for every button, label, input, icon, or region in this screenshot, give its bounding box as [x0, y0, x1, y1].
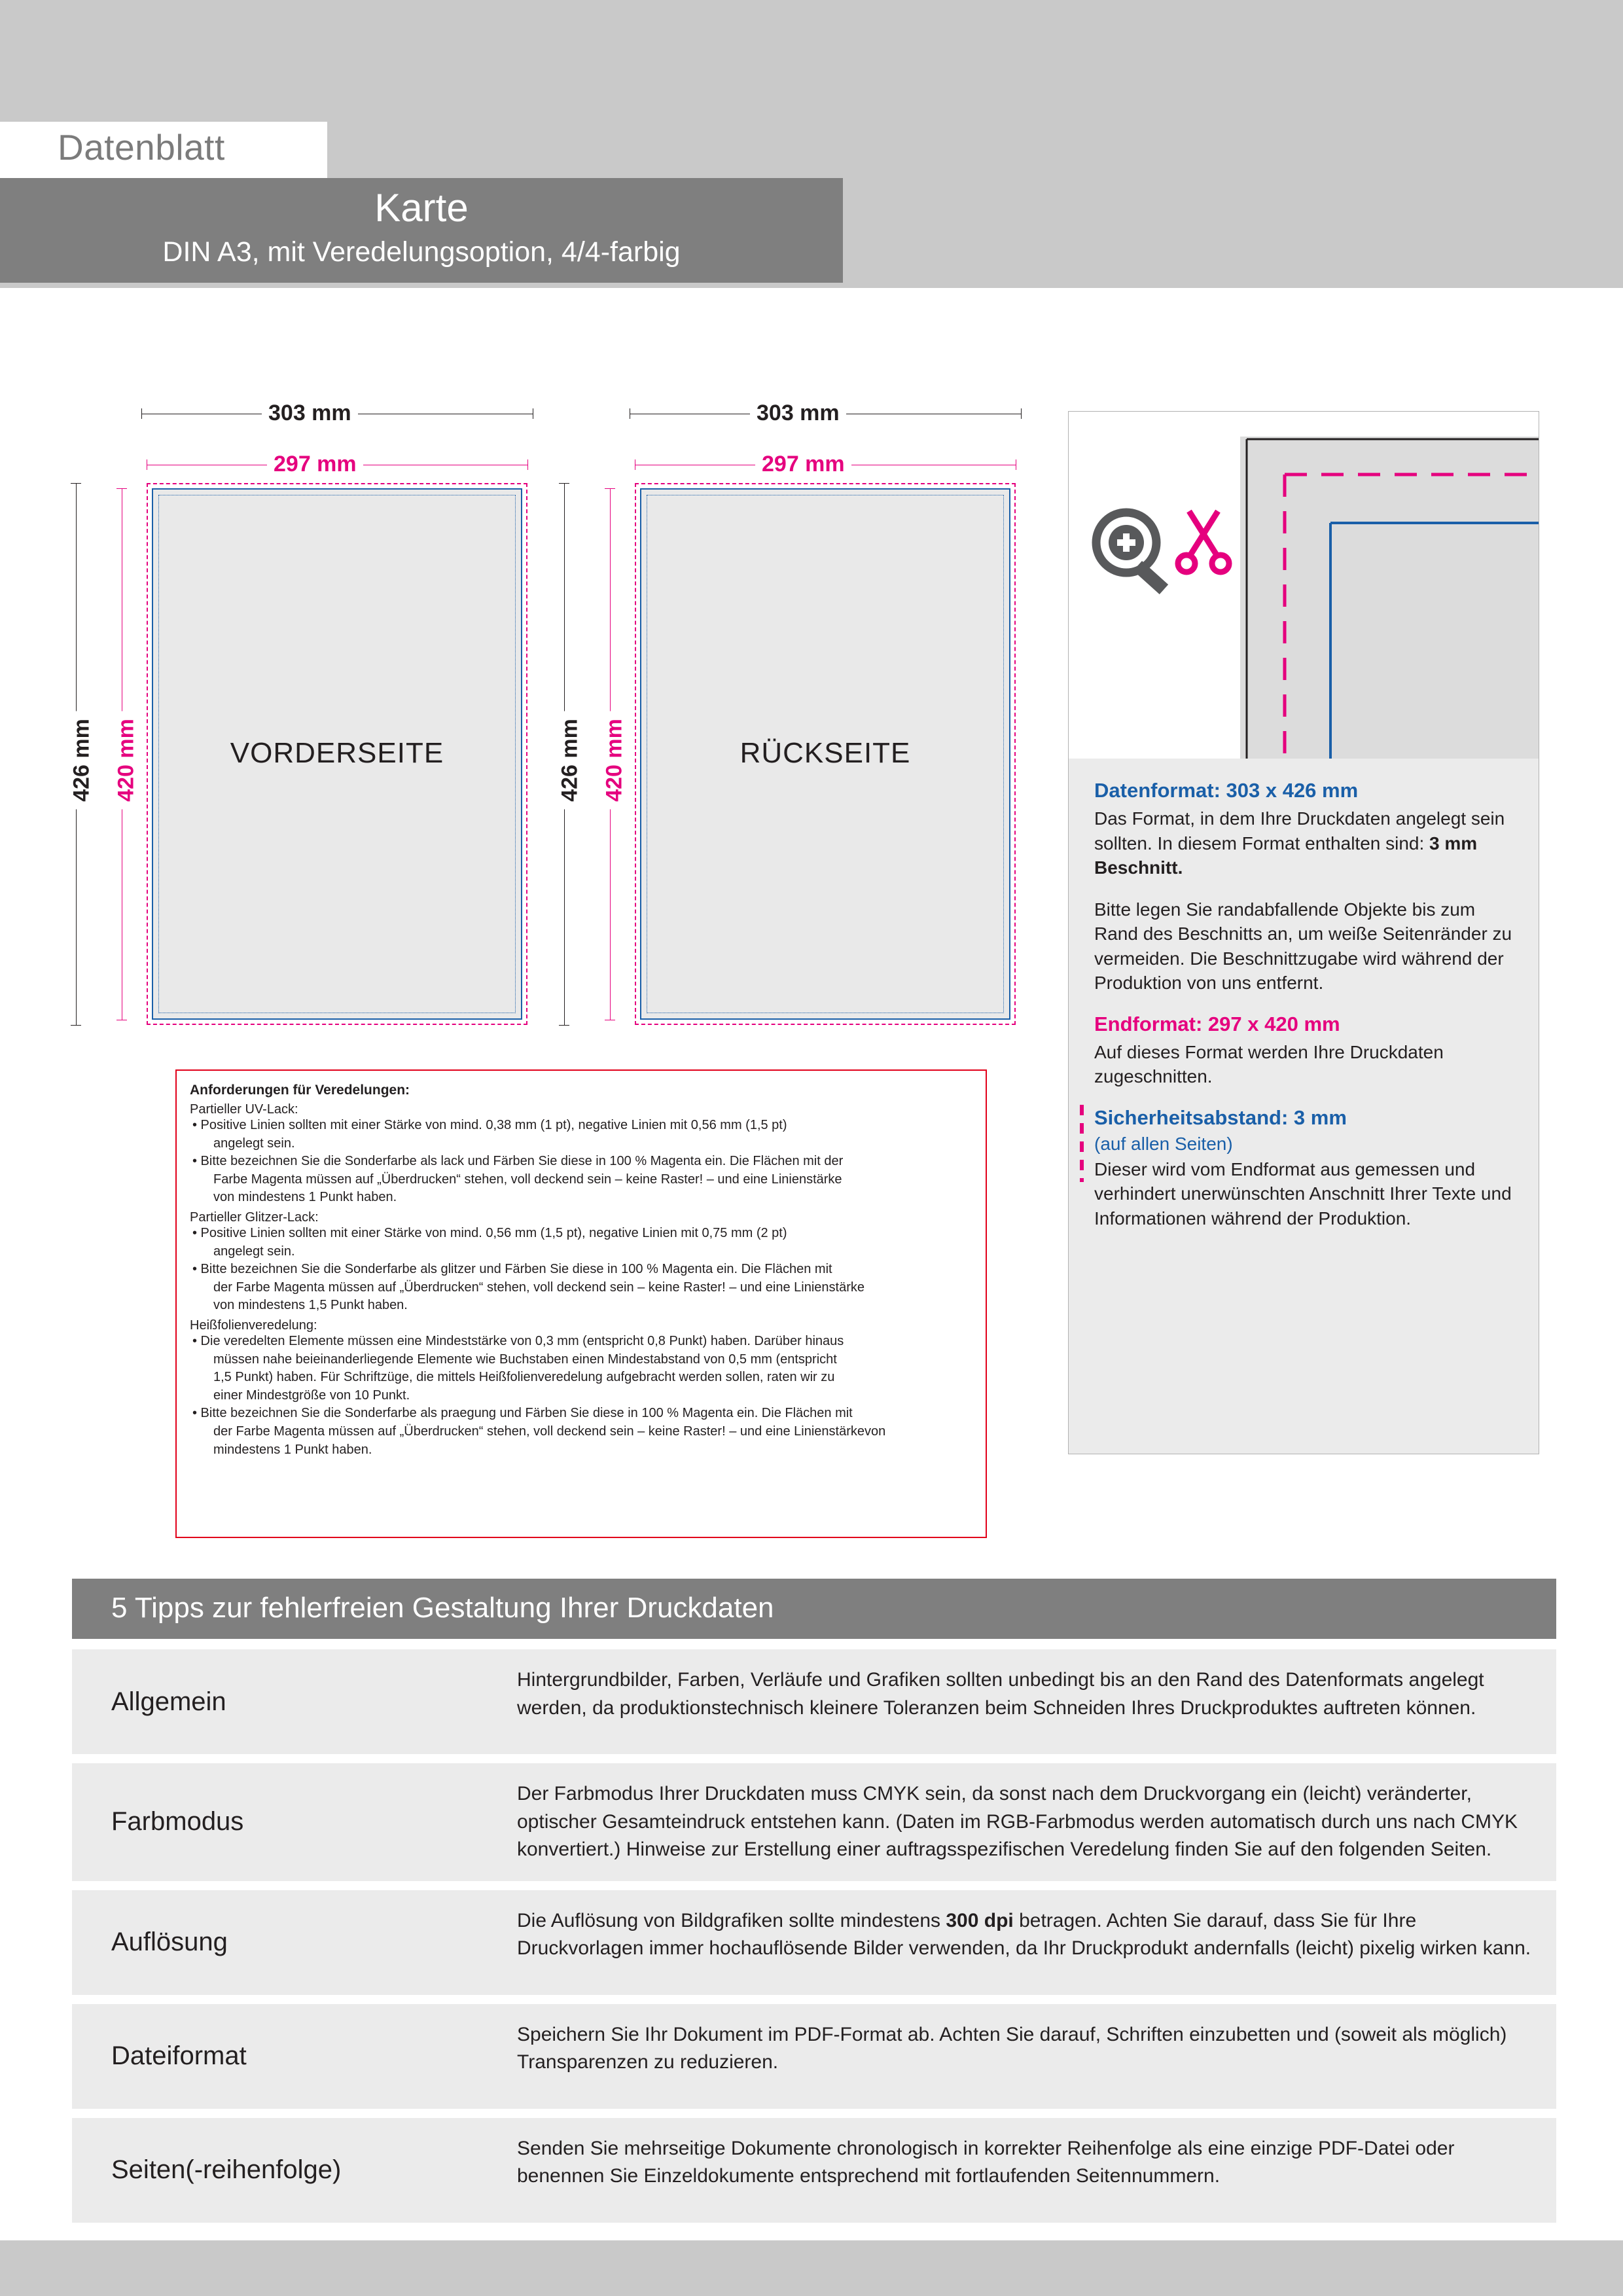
footer-band [0, 2240, 1623, 2296]
front-height-bleed-label: 426 mm [63, 711, 101, 810]
datenformat-text-1 [1094, 806, 1520, 880]
front-width-trim-label: 297 mm [267, 452, 363, 477]
datenformat-bleed-bold: 3 mm Beschnitt. [1094, 833, 1478, 878]
notebox-list-glitzer [190, 1225, 972, 1314]
table-row [72, 2004, 1556, 2109]
notebox-item: • Die veredelten Elemente müssen eine Mindeststärke von 0,3 mm (entspricht 0,8 Punkt) haben. Darüber hinaus [192, 1333, 844, 1348]
back-width-bleed-label: 303 mm [750, 401, 846, 426]
tip-text-aufloesung-dpi: 300 dpi [946, 1909, 1014, 1931]
notebox-item: • Positive Linien sollten mit einer Stärke von mind. 0,56 mm (1,5 pt), negative Linien mit 0,75 mm (2 pt) [192, 1225, 787, 1240]
info-panel-illustration [1069, 412, 1539, 759]
front-height-bleed-tick-top [71, 483, 81, 484]
notebox-item: mindestens 1 Punkt haben. [213, 1442, 372, 1457]
notebox-section-title-heissfolie: Heißfolienveredelung: [190, 1318, 317, 1333]
notebox-heading: Anforderungen für Veredelungen: [190, 1083, 410, 1098]
datenformat-text-2: Bitte legen Sie randabfallende Objekte bis zum Rand des Beschnitts an, um weiße Seitenränder zu vermeiden. Die Beschnittzugabe wird während der Produktion von uns entfernt. [1094, 899, 1512, 994]
front-width-trim-tick-right [527, 459, 528, 470]
notebox-list-uv [190, 1117, 972, 1206]
notebox-item: müssen nahe beieinanderliegende Elemente wie Buchstaben einen Mindestabstand von 0,5 mm (entspricht [213, 1352, 837, 1367]
notebox-list-heissfolie [190, 1333, 972, 1458]
notebox-section-title-uv: Partieller UV-Lack: [190, 1102, 298, 1117]
sicherheitsabstand-text: Dieser wird vom Endformat aus gemessen und verhindert unerwünschten Anschnitt Ihrer Texte und Informationen während der Produktion. [1094, 1158, 1512, 1229]
notebox-item: • Bitte bezeichnen Sie die Sonderfarbe als lack und Färben Sie diese in 100 % Magenta ein. Die Flächen mit der [192, 1154, 844, 1169]
back-page-label: RÜCKSEITE [740, 737, 911, 769]
back-width-trim-label: 297 mm [755, 452, 851, 477]
notebox-item: Farbe Magenta müssen auf „Überdrucken“ stehen, voll deckend sein – keine Raster! – und eine Linienstärke [213, 1172, 842, 1187]
back-height-trim-label: 420 mm [596, 711, 634, 810]
tips-table [72, 1649, 1556, 2232]
notebox-section-title-glitzer: Partieller Glitzer-Lack: [190, 1210, 319, 1225]
front-height-trim-tick-top [116, 488, 127, 489]
back-height-trim-tick-top [605, 488, 615, 489]
tips-heading: 5 Tipps zur fehlerfreien Gestaltung Ihrer Druckdaten [111, 1592, 774, 1624]
sicherheitsabstand-subheading: (auf allen Seiten) [1094, 1133, 1233, 1154]
notebox-item: der Farbe Magenta müssen auf „Überdrucken“ stehen, voll deckend sein – keine Raster! – und eine Linienstärkevon [213, 1424, 886, 1439]
sicherheitsabstand-heading: Sicherheitsabstand: 3 mm [1094, 1105, 1347, 1129]
notebox-item: • Bitte bezeichnen Sie die Sonderfarbe als praegung und Färben Sie diese in 100 % Magenta ein. Die Flächen mit [192, 1406, 853, 1421]
bleed-diagram-svg [1069, 412, 1539, 759]
front-page-label: VORDERSEITE [230, 737, 444, 769]
datenformat-heading: Datenformat: 303 x 426 mm [1094, 779, 1359, 802]
scissors-icon [1178, 511, 1229, 572]
tip-text-aufloesung-pre: Die Auflösung von Bildgrafiken sollte mindestens [517, 1909, 946, 1931]
page-subtitle: DIN A3, mit Veredelungsoption, 4/4-farbig [162, 236, 681, 268]
page-title: Karte [374, 186, 469, 230]
notebox-item: einer Mindestgröße von 10 Punkt. [213, 1388, 410, 1403]
tip-text-aufloesung [517, 1890, 1556, 1995]
table-row [72, 2118, 1556, 2223]
back-width-bleed-tick-right [1021, 408, 1022, 419]
front-height-trim-label: 420 mm [107, 711, 146, 810]
endformat-heading: Endformat: 297 x 420 mm [1094, 1012, 1340, 1035]
notebox-item: • Positive Linien sollten mit einer Stärke von mind. 0,38 mm (1 pt), negative Linien mit 0,56 mm (1,5 pt) [192, 1118, 787, 1132]
notebox-item: 1,5 Punkt) haben. Für Schriftzüge, die mittels Heißfolienveredelung aufgebracht werden sollen, raten wir zu [213, 1370, 835, 1385]
tip-label-allgemein: Allgemein [111, 1687, 226, 1716]
tip-text-farbmodus: Der Farbmodus Ihrer Druckdaten muss CMYK sein, da sonst nach dem Druckvorgang ein (leicht) veränderter, optischer Gesamteindruck entstehen kann. (Daten im RGB-Farbmodus werden automatisch durch uns nach CMYK konvertiert.) Hinweise zur Erstellung einer auftragsspezifischen Veredelung finden Sie auf den folgenden Seiten. [517, 1783, 1518, 1861]
notebox-item: von mindestens 1,5 Punkt haben. [213, 1298, 408, 1313]
front-width-bleed-label: 303 mm [262, 401, 358, 426]
notebox-item: angelegt sein. [213, 1244, 295, 1259]
notebox-item: angelegt sein. [213, 1136, 295, 1151]
front-width-bleed-tick-left [141, 408, 142, 419]
tip-text-allgemein: Hintergrundbilder, Farben, Verläufe und Grafiken sollten unbedingt bis an den Rand des Datenformats angelegt werden, da produktionstechnisch kleinere Toleranzen beim Schneiden Ihres Druckproduktes auftreten können. [517, 1669, 1484, 1719]
datenblatt-label: Datenblatt [58, 127, 225, 168]
notebox-item: von mindestens 1 Punkt haben. [213, 1190, 397, 1205]
datenformat-text-1-part: Das Format, in dem Ihre Druckdaten angelegt sein sollten. In diesem Format enthalten sind: [1094, 808, 1505, 853]
table-row [72, 1890, 1556, 1995]
tip-text-dateiformat: Speichern Sie Ihr Dokument im PDF-Format ab. Achten Sie darauf, Schriften einzubetten und (soweit als möglich) Transparenzen zu reduzieren. [517, 2023, 1507, 2073]
notebox-item: der Farbe Magenta müssen auf „Überdrucken“ stehen, voll deckend sein – keine Raster! – und eine Linienstärke [213, 1280, 865, 1295]
endformat-text: Auf dieses Format werden Ihre Druckdaten zugeschnitten. [1094, 1041, 1444, 1087]
tip-label-aufloesung: Auflösung [111, 1928, 228, 1957]
tips-header-band [72, 1579, 1556, 1639]
back-height-bleed-tick-bottom [559, 1025, 569, 1026]
table-row [72, 1763, 1556, 1881]
tip-text-aufloesung-post: betragen. Achten Sie darauf, dass Sie für Ihre Druckvorlagen immer hochauflösende Bilder verwenden, da Ihr Druckprodukt andernfalls (leicht) pixelig wirken kann. [517, 1909, 1531, 1960]
tip-label-dateiformat: Dateiformat [111, 2041, 247, 2071]
veredelung-requirements-box [175, 1069, 987, 1538]
tip-label-seitenreihenfolge: Seiten(-reihenfolge) [111, 2155, 342, 2185]
tip-text-seitenreihenfolge: Senden Sie mehrseitige Dokumente chronologisch in korrekter Reihenfolge als eine einzige PDF-Datei oder benennen Sie Einzeldokumente entsprechend mit fortlaufenden Seitennummern. [517, 2137, 1455, 2187]
endformat-dash-marker [1079, 1105, 1085, 1182]
table-row [72, 1649, 1556, 1754]
notebox-item: • Bitte bezeichnen Sie die Sonderfarbe als glitzer und Färben Sie diese in 100 % Magenta ein. Die Flächen mit [192, 1262, 832, 1277]
magnifier-plus-icon [1096, 512, 1168, 594]
front-height-bleed-tick-bottom [71, 1025, 81, 1026]
tip-label-farbmodus: Farbmodus [111, 1807, 244, 1837]
back-height-bleed-tick-top [559, 483, 569, 484]
back-height-bleed-label: 426 mm [551, 711, 590, 810]
info-panel-body [1094, 779, 1520, 1247]
